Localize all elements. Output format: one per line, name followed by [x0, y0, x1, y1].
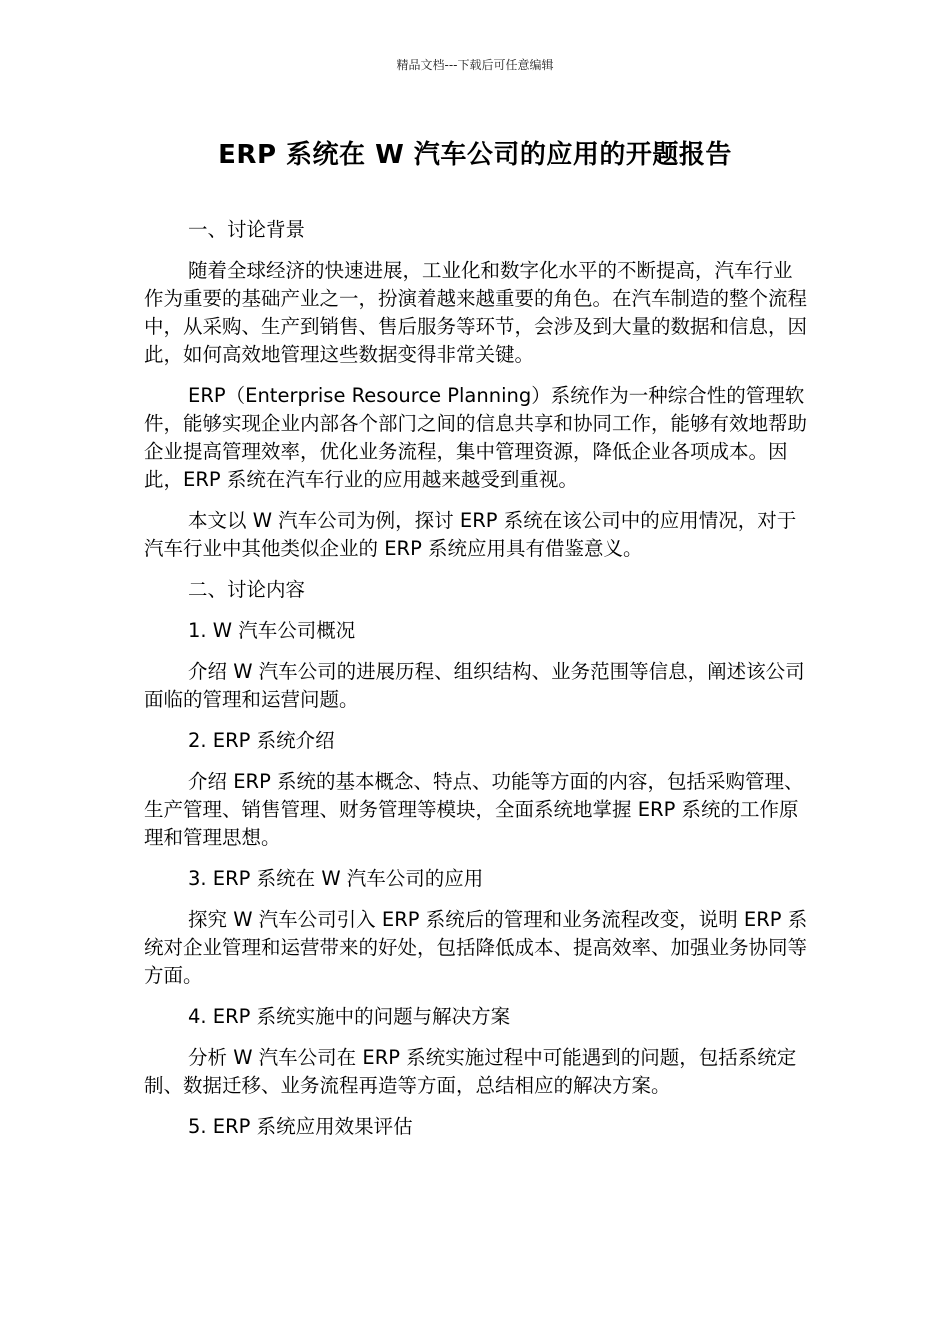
- section-heading-content: 二、讨论内容: [188, 578, 306, 601]
- subsection-heading: 2. ERP 系统介绍: [188, 729, 335, 752]
- paragraph: 随着全球经济的快速进展，工业化和数字化水平的不断提高，汽车行业作为重要的基础产业之一，扮演着越来越重要的角色。在汽车制造的整个流程中，从采购、生产到销售、售后服务等环节，会涉及到大量的数据和信息，因此，如何高效地管理这些数据变得非常关键。: [144, 259, 808, 366]
- paragraph: 介绍 W 汽车公司的进展历程、组织结构、业务范围等信息，阐述该公司面临的管理和运营问题。: [144, 660, 805, 711]
- document-body: [144, 216, 808, 1154]
- paragraph: ERP（Enterprise Resource Planning）系统作为一种综合性的管理软件，能够实现企业内部各个部门之间的信息共享和协同工作，能够有效地帮助企业提高管理效率，优化业务流程，集中管理资源，降低企业各项成本。因此，ERP 系统在汽车行业的应用越来越受到重视。: [144, 384, 808, 491]
- paragraph: 探究 W 汽车公司引入 ERP 系统后的管理和业务流程改变，说明 ERP 系统对企业管理和运营带来的好处，包括降低成本、提高效率、加强业务协同等方面。: [144, 908, 808, 987]
- document-title: ERP 系统在 W 汽车公司的应用的开题报告: [218, 140, 732, 170]
- subsection-heading: 5. ERP 系统应用效果评估: [188, 1115, 413, 1138]
- subsection-heading: 1. W 汽车公司概况: [188, 619, 356, 642]
- subsection-heading: 3. ERP 系统在 W 汽车公司的应用: [188, 867, 484, 890]
- paragraph: 介绍 ERP 系统的基本概念、特点、功能等方面的内容，包括采购管理、生产管理、销售管理、财务管理等模块，全面系统地掌握 ERP 系统的工作原理和管理思想。: [144, 770, 804, 849]
- page-header-note: 精品文档---下载后可任意编辑: [396, 58, 554, 72]
- subsection-heading: 4. ERP 系统实施中的问题与解决方案: [188, 1005, 511, 1028]
- section-heading-background: 一、讨论背景: [188, 218, 306, 241]
- paragraph: 分析 W 汽车公司在 ERP 系统实施过程中可能遇到的问题，包括系统定制、数据迁移、业务流程再造等方面，总结相应的解决方案。: [144, 1046, 797, 1097]
- paragraph: 本文以 W 汽车公司为例，探讨 ERP 系统在该公司中的应用情况，对于汽车行业中其他类似企业的 ERP 系统应用具有借鉴意义。: [144, 509, 797, 560]
